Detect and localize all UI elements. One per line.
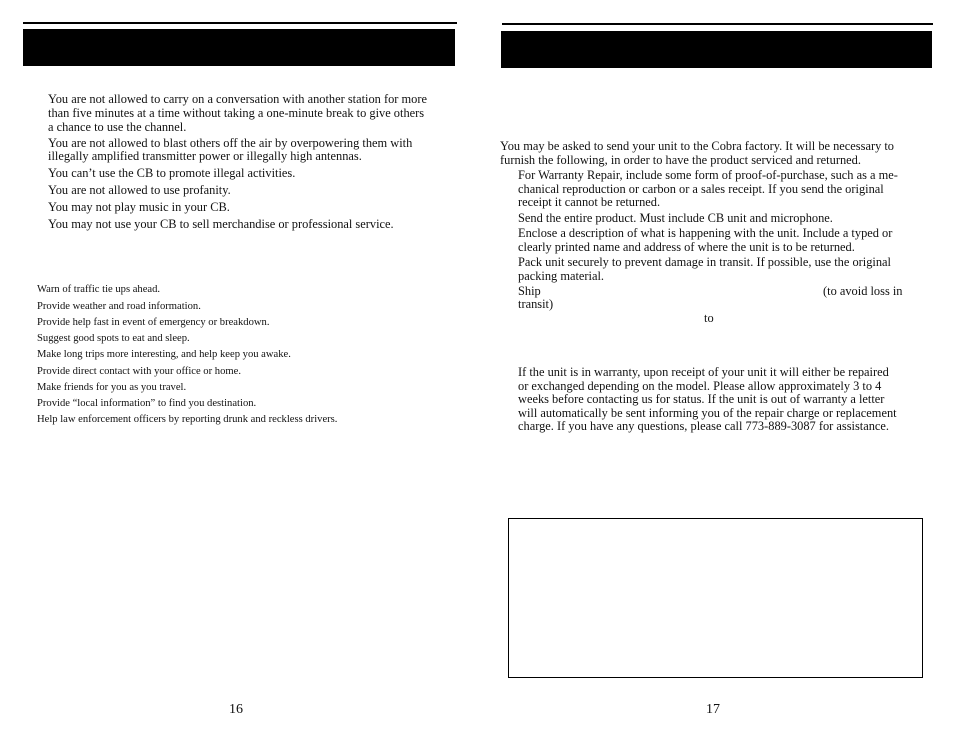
rule-line: You may not play music in your CB. [48,200,230,214]
list-item: Warn of traffic tie ups ahead. [37,284,161,295]
item-line: Enclose a description of what is happening with the unit. Include a typed or [518,226,893,240]
header-bar [23,29,455,66]
top-rule [502,23,933,25]
item-line: Send the entire product. Must include CB unit and microphone. [518,211,833,225]
item-line: packing material. [518,269,605,283]
item-line: chanical reproduction or carbon or a sales receipt. If you send the original [518,182,884,196]
rule-line: You may not use your CB to sell merchandise or professional service. [48,217,394,231]
item-line: clearly printed name and address of where the unit is to be returned. [518,240,855,254]
top-rule [23,22,457,24]
rule-line: You are not allowed to use profanity. [48,183,231,197]
list-item: Provide weather and road information. [37,301,201,312]
warranty-line: will automatically be sent informing you of the repair charge or replacement [518,406,897,420]
ship-transit: transit) [518,297,554,311]
list-item: Help law enforcement officers by reporting drunk and reckless drivers. [37,414,338,425]
ship-to: to [704,311,714,325]
intro-line: You may be asked to send your unit to the Cobra factory. It will be necessary to [500,139,895,153]
ship-word: Ship [518,284,541,298]
page-number: 16 [229,702,243,717]
rule-line: You can’t use the CB to promote illegal activities. [48,166,296,180]
list-item: Provide help fast in event of emergency or breakdown. [37,317,270,328]
rule-line: You are not allowed to blast others off the air by overpowering them with [48,136,413,150]
list-item: Make friends for you as you travel. [37,382,187,393]
warranty-line: If the unit is in warranty, upon receipt of your unit it will either be repaired [518,365,889,379]
intro-line: furnish the following, in order to have the product serviced and returned. [500,153,861,167]
list-item: Provide direct contact with your office or home. [37,366,241,377]
rule-line: You are not allowed to carry on a conversation with another station for more [48,92,427,106]
item-line: receipt it cannot be returned. [518,195,661,209]
rule-line: than five minutes at a time without taking a one-minute break to give others [48,106,425,120]
warranty-line: weeks before contacting us for status. If the unit is out of warranty a letter [518,392,885,406]
warranty-line: or exchanged depending on the model. Please allow approximately 3 to 4 [518,379,882,393]
warranty-line: charge. If you have any questions, please call 773-889-3087 for assistance. [518,419,890,433]
empty-box [508,518,923,678]
list-item: Suggest good spots to eat and sleep. [37,333,190,344]
list-item: Provide “local information” to find you destination. [37,398,257,409]
rule-line: a chance to use the channel. [48,120,187,134]
item-line: For Warranty Repair, include some form of proof-of-purchase, such as a me- [518,168,898,182]
page-number: 17 [706,702,720,717]
item-line: Pack unit securely to prevent damage in transit. If possible, use the original [518,255,891,269]
rule-line: illegally amplified transmitter power or illegally high antennas. [48,149,362,163]
ship-loss-note: (to avoid loss in [823,284,903,298]
list-item: Make long trips more interesting, and help keep you awake. [37,349,291,360]
right-page [477,0,954,738]
header-bar [501,31,932,68]
